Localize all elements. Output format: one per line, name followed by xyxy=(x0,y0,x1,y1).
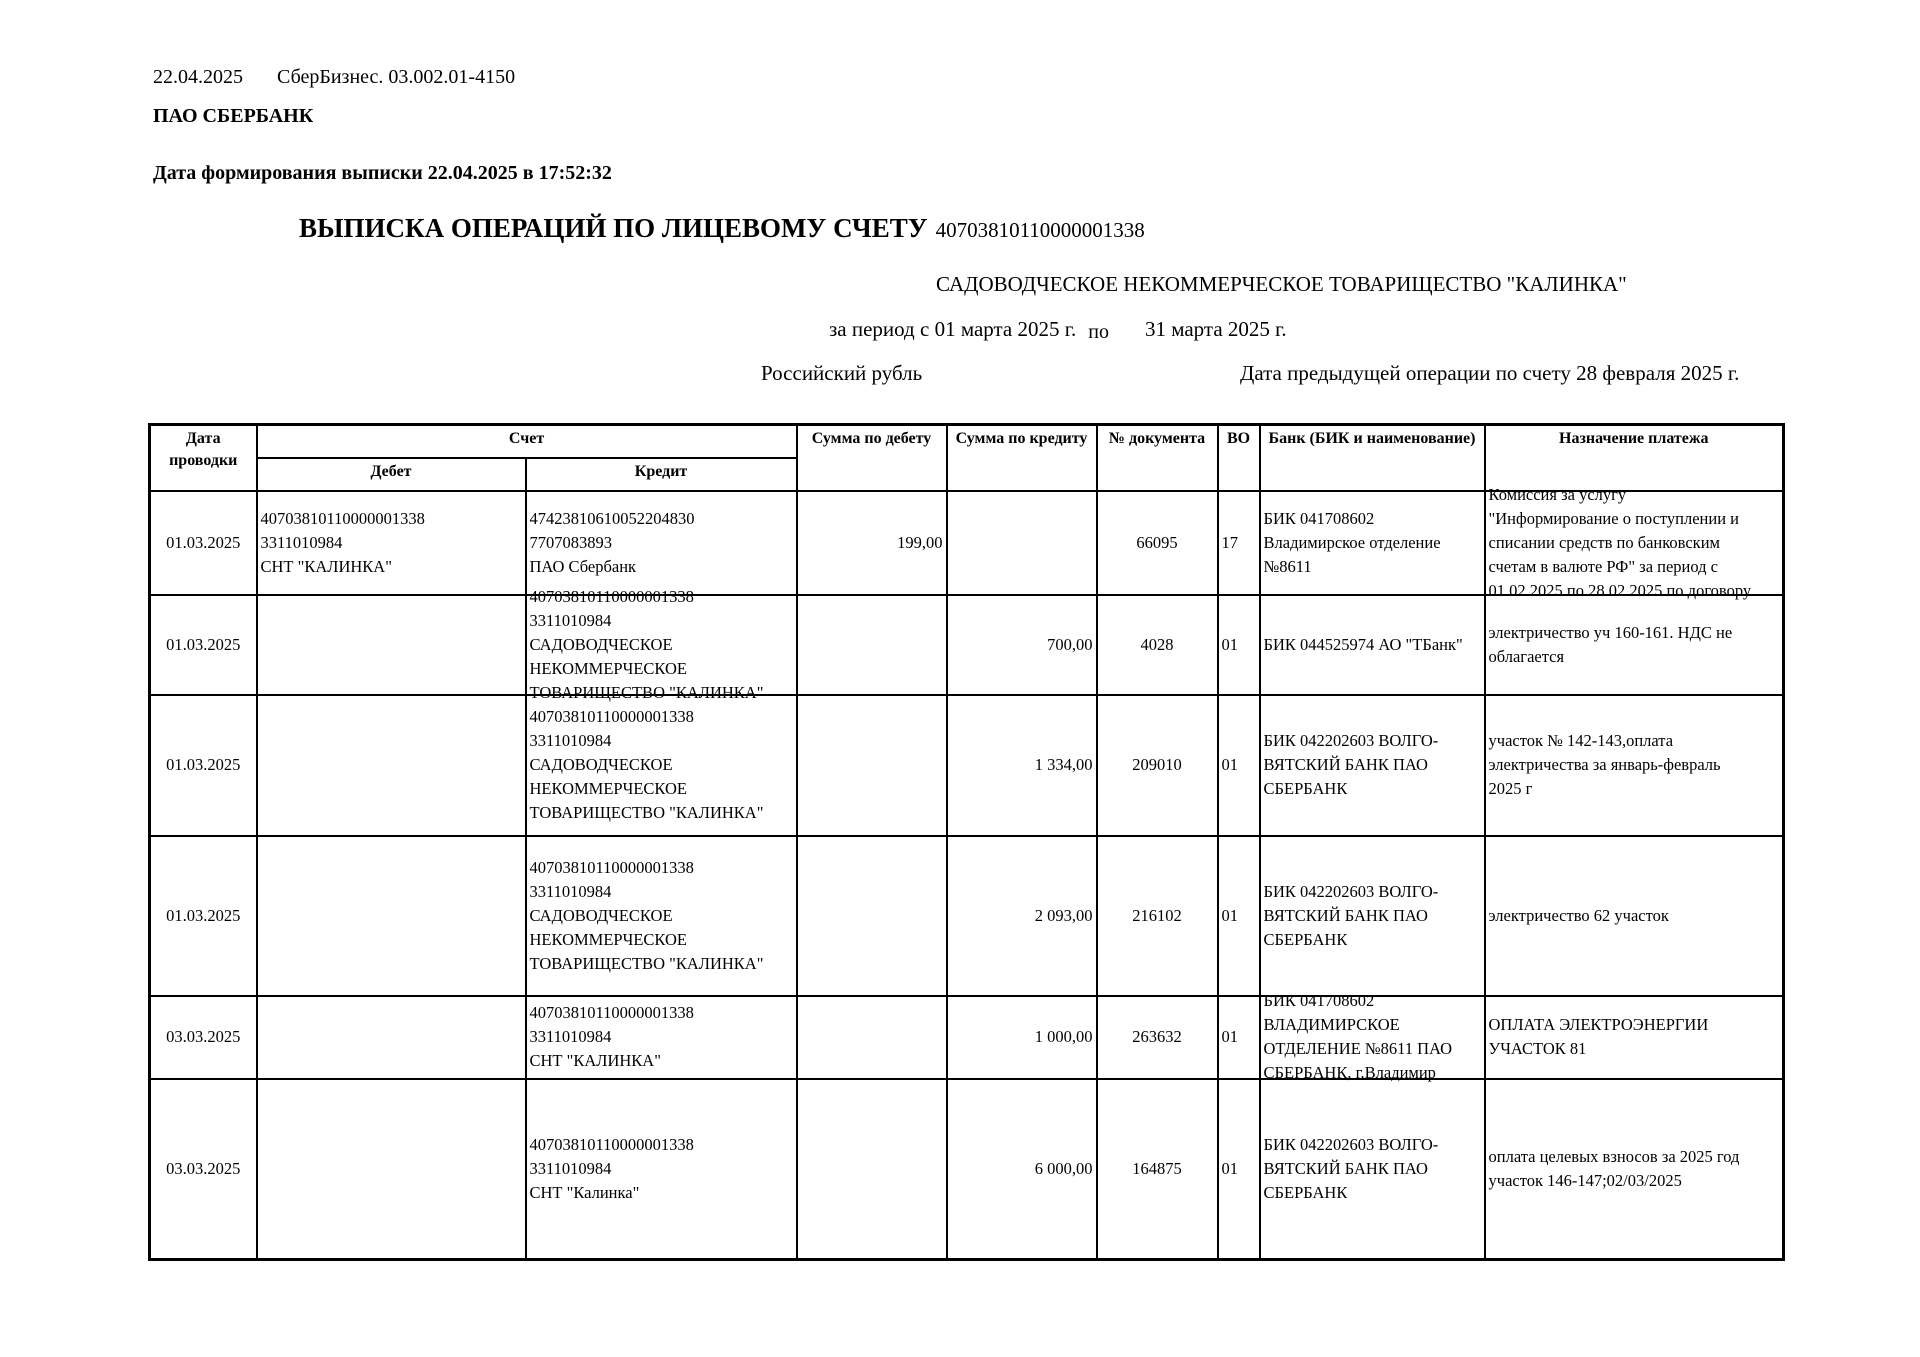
cell-purpose-line: Комиссия за услугу xyxy=(1488,484,1627,504)
cell-bank-line: СБЕРБАНК xyxy=(1263,779,1348,798)
col-header-debit: Дебет xyxy=(257,458,526,491)
cell-date: 01.03.2025 xyxy=(150,836,257,996)
cell-bank xyxy=(1260,695,1485,836)
cell-credit-account-line: 47423810610052204830 xyxy=(529,508,695,528)
cell-sum-debit xyxy=(797,595,947,695)
operations-body xyxy=(150,484,1784,1260)
cell-credit-account-line: ТОВАРИЩЕСТВО "КАЛИНКА" xyxy=(529,682,764,702)
cell-vo: 01 xyxy=(1218,595,1260,695)
cell-debit-account-line: СНТ "КАЛИНКА" xyxy=(260,556,392,576)
cell-sum-debit xyxy=(797,1079,947,1260)
cell-purpose-line: облагается xyxy=(1488,646,1565,666)
cell-sum-debit xyxy=(797,836,947,996)
cell-debit-account xyxy=(257,836,526,996)
col-header-date: Дата проводки xyxy=(150,425,257,491)
cell-purpose-line: электричества за январь-февраль xyxy=(1488,755,1721,774)
cell-doc-no: 66095 xyxy=(1097,491,1218,595)
cell-bank-line: №8611 xyxy=(1263,556,1312,576)
table-row xyxy=(150,1079,1784,1260)
col-header-credit: Кредит xyxy=(526,458,797,491)
cell-date: 01.03.2025 xyxy=(150,595,257,695)
statement-title-text: ВЫПИСКА ОПЕРАЦИЙ ПО ЛИЦЕВОМУ СЧЕТУ xyxy=(299,213,928,243)
cell-debit-account xyxy=(257,1079,526,1260)
cell-credit-account xyxy=(526,1079,797,1260)
cell-credit-account-line: СНТ "КАЛИНКА" xyxy=(529,1051,661,1070)
col-header-sum-credit: Сумма по кредиту xyxy=(947,425,1097,491)
cell-debit-account xyxy=(257,595,526,695)
cell-sum-credit: 700,00 xyxy=(947,595,1097,695)
cell-sum-credit: 6 000,00 xyxy=(947,1079,1097,1260)
cell-sum-credit: 2 093,00 xyxy=(947,836,1097,996)
cell-bank-line: БИК 042202603 ВОЛГО- xyxy=(1263,881,1439,901)
cell-bank-line: БИК 041708602 xyxy=(1263,991,1375,1010)
cell-purpose-line: электричество 62 участок xyxy=(1488,905,1669,925)
bank-name: ПАО СБЕРБАНК xyxy=(153,105,314,127)
cell-credit-account xyxy=(526,836,797,996)
cell-doc-no: 209010 xyxy=(1097,695,1218,836)
cell-purpose xyxy=(1485,996,1784,1079)
table-row xyxy=(150,996,1784,1079)
cell-credit-account-line: 3311010984 xyxy=(529,610,612,630)
operations-table xyxy=(148,423,1785,1261)
cell-sum-debit xyxy=(797,695,947,836)
cell-bank-line: ВЛАДИМИРСКОЕ xyxy=(1263,1015,1400,1034)
period-from: за период с 01 марта 2025 г. xyxy=(829,317,1077,341)
cell-bank xyxy=(1260,1079,1485,1260)
cell-bank-line: ВЯТСКИЙ БАНК ПАО xyxy=(1263,1158,1428,1178)
cell-doc-no: 164875 xyxy=(1097,1079,1218,1260)
cell-credit-account xyxy=(526,491,797,595)
cell-credit-account-line: ТОВАРИЩЕСТВО "КАЛИНКА" xyxy=(529,803,764,822)
cell-credit-account-line: 3311010984 xyxy=(529,881,612,901)
col-header-vo: ВО xyxy=(1218,425,1260,491)
cell-vo: 01 xyxy=(1218,695,1260,836)
cell-bank-line: Владимирское отделение xyxy=(1263,532,1441,552)
cell-vo: 17 xyxy=(1218,491,1260,595)
organization-name: САДОВОДЧЕСКОЕ НЕКОММЕРЧЕСКОЕ ТОВАРИЩЕСТВО "КАЛИНКА" xyxy=(936,272,1627,296)
cell-bank-line: БИК 044525974 АО "ТБанк" xyxy=(1263,634,1463,654)
cell-credit-account xyxy=(526,695,797,836)
cell-bank-line: БИК 042202603 ВОЛГО- xyxy=(1263,1134,1439,1154)
cell-purpose-line: 01.02.2025 по 28.02.2025 по договору xyxy=(1488,580,1752,600)
cell-purpose-line: электричество уч 160-161. НДС не xyxy=(1488,622,1733,642)
cell-purpose xyxy=(1485,595,1784,695)
cell-doc-no: 4028 xyxy=(1097,595,1218,695)
statement-period xyxy=(829,317,1287,342)
cell-bank-line: ВЯТСКИЙ БАНК ПАО xyxy=(1263,755,1428,774)
cell-purpose-line: участок № 142-143,оплата xyxy=(1488,731,1674,750)
cell-vo: 01 xyxy=(1218,996,1260,1079)
cell-date: 03.03.2025 xyxy=(150,996,257,1079)
cell-sum-credit: 1 000,00 xyxy=(947,996,1097,1079)
cell-credit-account-line: ТОВАРИЩЕСТВО "КАЛИНКА" xyxy=(529,953,764,973)
print-date: 22.04.2025 xyxy=(153,66,243,88)
cell-bank-line: СБЕРБАНК, г.Владимир xyxy=(1263,1063,1436,1082)
cell-credit-account-line: НЕКОММЕРЧЕСКОЕ xyxy=(529,779,687,798)
col-header-bank: Банк (БИК и наименование) xyxy=(1260,425,1485,491)
cell-credit-account-line: 3311010984 xyxy=(529,1027,612,1046)
col-header-doc-no: № документа xyxy=(1097,425,1218,491)
cell-sum-credit: 1 334,00 xyxy=(947,695,1097,836)
previous-operation-date: Дата предыдущей операции по счету 28 февраля 2025 г. xyxy=(1240,361,1740,385)
cell-vo: 01 xyxy=(1218,836,1260,996)
cell-bank-line: СБЕРБАНК xyxy=(1263,1182,1348,1202)
cell-purpose-line: оплата целевых взносов за 2025 год xyxy=(1488,1146,1740,1166)
cell-date: 03.03.2025 xyxy=(150,1079,257,1260)
cell-credit-account-line: НЕКОММЕРЧЕСКОЕ xyxy=(529,929,687,949)
cell-credit-account xyxy=(526,586,797,702)
currency: Российский рубль xyxy=(761,361,923,385)
cell-credit-account-line: 40703810110000001338 xyxy=(529,707,694,726)
cell-bank-line: БИК 041708602 xyxy=(1263,508,1375,528)
cell-bank-line: ВЯТСКИЙ БАНК ПАО xyxy=(1263,905,1428,925)
cell-credit-account-line: 40703810110000001338 xyxy=(529,586,694,606)
cell-credit-account-line: САДОВОДЧЕСКОЕ xyxy=(529,634,673,654)
cell-credit-account-line: СНТ "Калинка" xyxy=(529,1182,640,1202)
table-row xyxy=(150,491,1784,595)
cell-purpose xyxy=(1485,1079,1784,1260)
system-version: СберБизнес. 03.002.01-4150 xyxy=(277,66,516,88)
table-row xyxy=(150,695,1784,836)
cell-purpose-line: ОПЛАТА ЭЛЕКТРОЭНЕРГИИ xyxy=(1488,1015,1709,1034)
cell-bank xyxy=(1260,595,1485,695)
col-header-account: Счет xyxy=(257,425,797,458)
cell-credit-account-line: НЕКОММЕРЧЕСКОЕ xyxy=(529,658,687,678)
cell-purpose-line: счетам в валюте РФ" за период с xyxy=(1488,556,1719,576)
cell-purpose xyxy=(1485,484,1784,600)
cell-debit-account xyxy=(257,996,526,1079)
cell-purpose xyxy=(1485,695,1784,836)
cell-bank xyxy=(1260,836,1485,996)
cell-sum-credit xyxy=(947,491,1097,595)
cell-bank-line: ОТДЕЛЕНИЕ №8611 ПАО xyxy=(1263,1039,1453,1058)
cell-purpose-line: УЧАСТОК 81 xyxy=(1488,1039,1587,1058)
cell-credit-account-line: 7707083893 xyxy=(529,532,612,552)
cell-bank-line: БИК 042202603 ВОЛГО- xyxy=(1263,731,1439,750)
cell-credit-account-line: САДОВОДЧЕСКОЕ xyxy=(529,905,673,925)
cell-sum-debit xyxy=(797,996,947,1079)
cell-credit-account-line: 3311010984 xyxy=(529,731,612,750)
statement-title xyxy=(299,213,1145,244)
cell-vo: 01 xyxy=(1218,1079,1260,1260)
table-row xyxy=(150,595,1784,695)
col-header-sum-debit: Сумма по дебету xyxy=(797,425,947,491)
cell-bank xyxy=(1260,991,1485,1082)
cell-credit-account-line: САДОВОДЧЕСКОЕ xyxy=(529,755,673,774)
cell-credit-account-line: 3311010984 xyxy=(529,1158,612,1178)
cell-purpose-line: списании средств по банковским xyxy=(1488,532,1720,552)
cell-credit-account-line: 40703810110000001338 xyxy=(529,1003,694,1022)
cell-bank xyxy=(1260,491,1485,595)
cell-debit-account-line: 3311010984 xyxy=(260,532,343,552)
cell-credit-account-line: ПАО Сбербанк xyxy=(529,556,637,576)
cell-credit-account xyxy=(526,996,797,1079)
cell-purpose xyxy=(1485,836,1784,996)
cell-debit-account-line: 40703810110000001338 xyxy=(260,508,425,528)
cell-purpose-line: "Информирование о поступлении и xyxy=(1488,508,1739,528)
col-header-purpose: Назначение платежа xyxy=(1485,425,1784,491)
cell-purpose-line: 2025 г xyxy=(1488,779,1533,798)
cell-credit-account-line: 40703810110000001338 xyxy=(529,857,694,877)
period-to: 31 марта 2025 г. xyxy=(1144,317,1287,341)
cell-debit-account xyxy=(257,491,526,595)
cell-sum-debit: 199,00 xyxy=(797,491,947,595)
cell-date: 01.03.2025 xyxy=(150,491,257,595)
account-number: 40703810110000001338 xyxy=(935,218,1145,242)
cell-purpose-line: участок 146-147;02/03/2025 xyxy=(1488,1170,1682,1190)
cell-date: 01.03.2025 xyxy=(150,695,257,836)
period-separator: по xyxy=(1088,321,1109,343)
generation-date: Дата формирования выписки 22.04.2025 в 17:52:32 xyxy=(153,162,612,184)
cell-doc-no: 263632 xyxy=(1097,996,1218,1079)
cell-credit-account-line: 40703810110000001338 xyxy=(529,1134,694,1154)
cell-debit-account xyxy=(257,695,526,836)
cell-bank-line: СБЕРБАНК xyxy=(1263,929,1348,949)
cell-doc-no: 216102 xyxy=(1097,836,1218,996)
table-row xyxy=(150,836,1784,996)
print-header xyxy=(153,66,515,89)
